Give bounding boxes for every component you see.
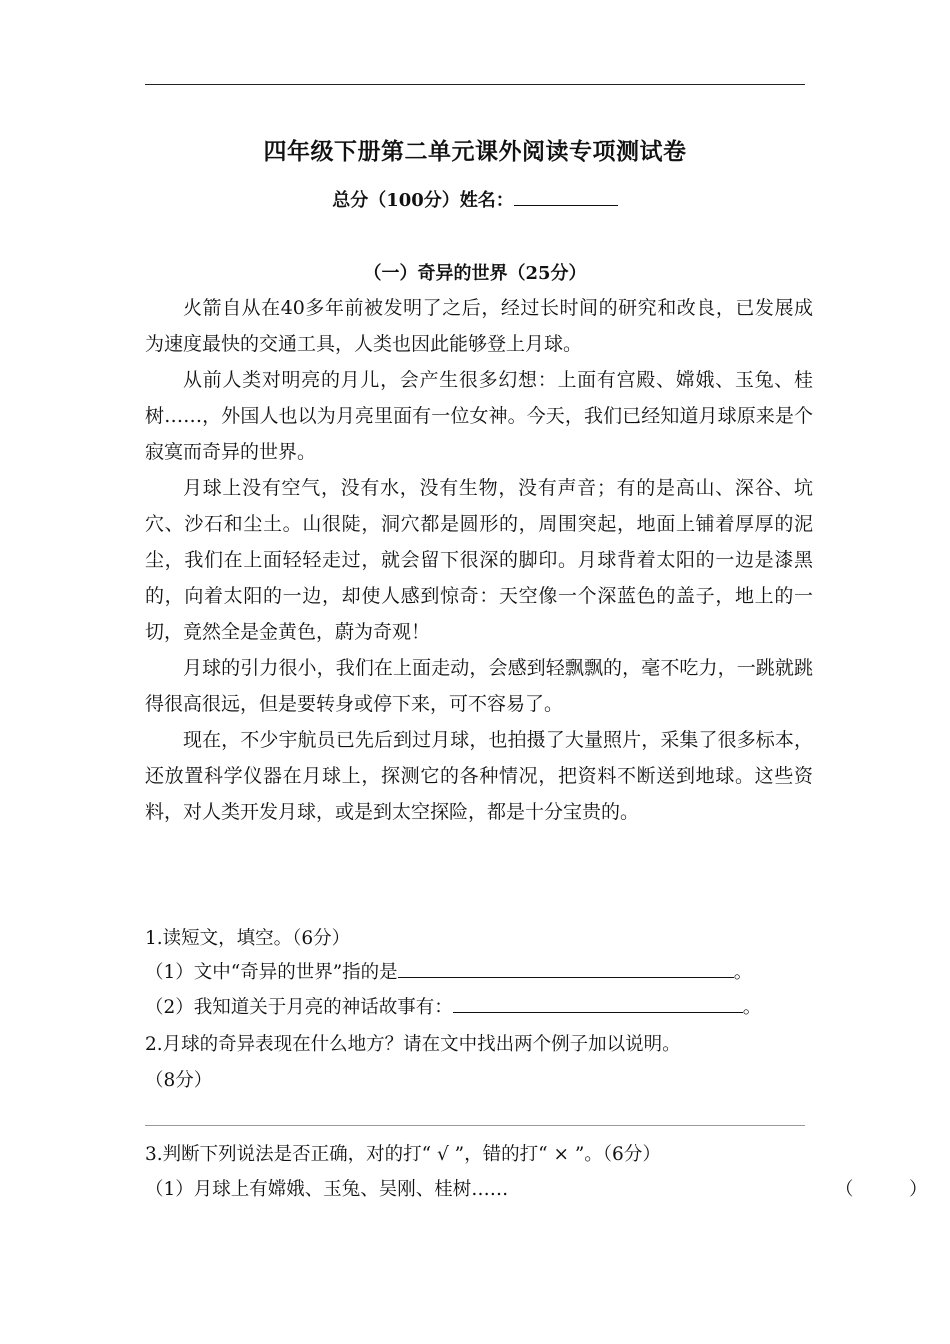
passage-paragraph-2: 从前人类对明亮的月儿，会产生很多幻想：上面有宫殿、嫦娥、玉兔、桂树……，外国人也以为月亮里面有一位女神。今天，我们已经知道月球原来是个寂寞而奇异的世界。 <box>145 369 813 463</box>
question-3-part-1-text: （1）月球上有嫦娥、玉兔、吴刚、桂树…… <box>145 1179 509 1200</box>
page-title: 四年级下册第二单元课外阅读专项测试卷 <box>263 138 687 165</box>
score-name-line <box>0 186 950 212</box>
passage-paragraph-1: 火箭自从在40多年前被发明了之后，经过长时间的研究和改良，已发展成为速度最快的交通工具，人类也因此能够登上月球。 <box>145 297 813 355</box>
question-1-stem: 1.读短文，填空。（6分） <box>145 928 351 949</box>
question-1-part-1 <box>145 956 815 990</box>
period-mark: 。 <box>733 962 753 983</box>
question-2-score: （8分） <box>145 1070 213 1091</box>
answer-blank-1-1[interactable] <box>398 959 734 979</box>
question-1-part-2 <box>145 991 815 1025</box>
score-name-label: 总分（100分）姓名： <box>332 190 514 211</box>
question-1-part-2-text: （2）我知道关于月亮的神话故事有： <box>145 997 453 1018</box>
question-1-part-1-text: （1）文中“奇异的世界”指的是 <box>145 962 398 983</box>
answer-paren-3-1[interactable]: （ ） <box>835 1179 928 1200</box>
question-3-stem: 3.判断下列说法是否正确，对的打“ √ ”，错的打“ × ”。（6分） <box>145 1144 661 1165</box>
answer-line-2[interactable] <box>145 1125 805 1126</box>
question-3-part-1 <box>145 1173 928 1207</box>
reading-passage <box>145 290 813 830</box>
section-heading: （一）奇异的世界（25分） <box>363 263 587 284</box>
answer-blank-1-2[interactable] <box>453 994 743 1014</box>
period-mark: 。 <box>742 997 762 1018</box>
passage-paragraph-5: 现在，不少宇航员已先后到过月球，也拍摄了大量照片，采集了很多标本，还放置科学仪器在月球上，探测它的各种情况，把资料不断送到地球。这些资料，对人类开发月球，或是到太空探险，都是十分宝贵的。 <box>145 729 813 823</box>
header-rule <box>145 84 805 85</box>
question-2-stem: 2.月球的奇异表现在什么地方？请在文中找出两个例子加以说明。 <box>145 1034 681 1055</box>
name-blank[interactable] <box>514 187 618 206</box>
passage-paragraph-4: 月球的引力很小，我们在上面走动，会感到轻飘飘的，毫不吃力，一跳就跳得很高很远，但是要转身或停下来，可不容易了。 <box>145 657 813 715</box>
passage-paragraph-3: 月球上没有空气，没有水，没有生物，没有声音；有的是高山、深谷、坑穴、沙石和尘土。山很陡，洞穴都是圆形的，周围突起，地面上铺着厚厚的泥尘，我们在上面轻轻走过，就会留下很深的脚印。月球背着太阳的一边是漆黑的，向着太阳的一边，却使人感到惊奇：天空像一个深蓝色的盖子，地上的一切，竟然全是金黄色，蔚为奇观！ <box>145 477 813 643</box>
